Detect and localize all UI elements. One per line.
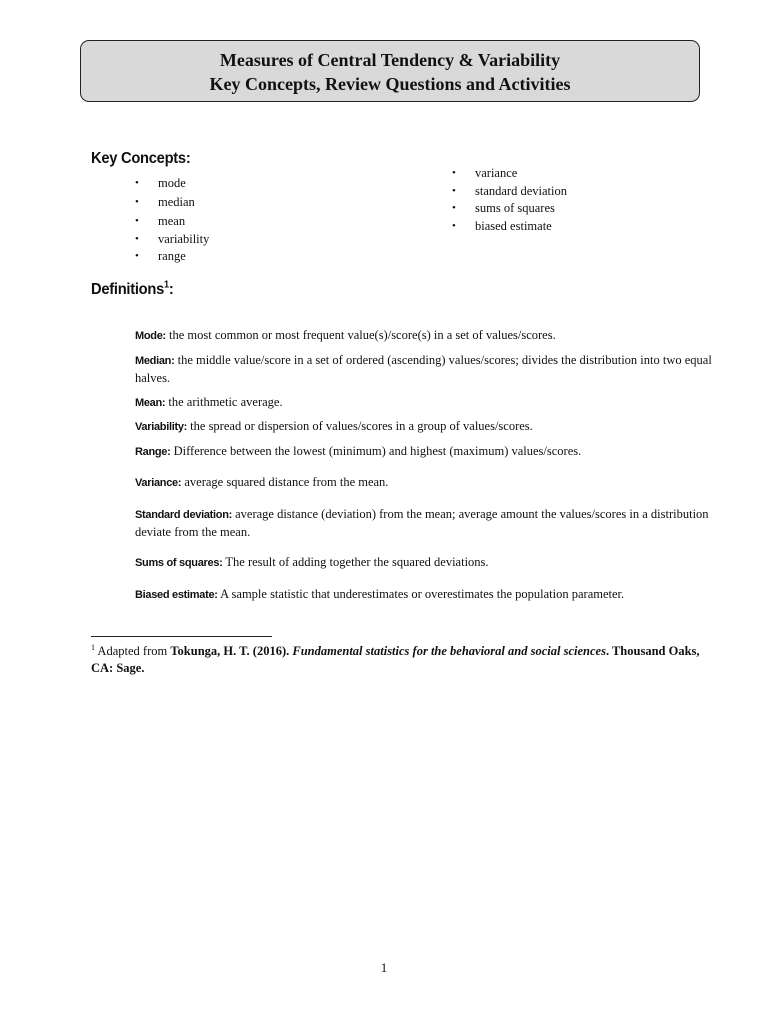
definition-sums-of-squares — [135, 554, 715, 572]
definition-variance — [135, 474, 715, 492]
definition-mean — [135, 394, 715, 412]
definition-range — [135, 443, 715, 461]
key-concepts-list-left — [134, 175, 209, 266]
definition-text: the middle value/score in a set of ordered (ascending) values/scores; divides the distribution into two equal halves. — [135, 353, 712, 385]
definition-term: Variability: — [135, 421, 188, 433]
list-item — [451, 200, 567, 218]
definition-term: Mean: — [135, 397, 166, 409]
definition-variability — [135, 418, 715, 436]
concept-label: biased estimate — [475, 218, 552, 233]
concept-label: median — [158, 195, 195, 209]
page-number: 1 — [380, 960, 388, 975]
definition-text: the arithmetic average. — [165, 395, 283, 409]
footnote-book-title: Fundamental statistics for the behavioral and social sciences — [292, 644, 606, 658]
bullet-icon: • — [452, 202, 456, 214]
concept-label: variability — [158, 231, 210, 246]
definitions-heading — [91, 281, 173, 299]
definition-term: Biased estimate: — [135, 589, 218, 601]
list-item — [134, 231, 209, 249]
definition-text: the spread or dispersion of values/scores in a group of values/scores. — [187, 419, 533, 433]
definition-text: A sample statistic that underestimates or overestimates the population parameter. — [217, 587, 625, 601]
footnote-prefix: Adapted from — [95, 644, 171, 658]
definition-term: Standard deviation: — [135, 509, 232, 521]
bullet-icon: • — [135, 215, 139, 227]
definition-term: Mode: — [135, 330, 166, 342]
bullet-icon: • — [452, 184, 456, 197]
list-item — [134, 194, 209, 212]
concept-label: mode — [158, 176, 186, 190]
footnote-author: Tokunga, H. T. (2016). — [170, 644, 293, 658]
concept-label: standard deviation — [475, 183, 567, 198]
definition-text: Difference between the lowest (minimum) and highest (maximum) values/scores. — [170, 444, 582, 458]
bullet-icon: • — [135, 232, 139, 245]
definition-text: the most common or most frequent value(s)/score(s) in a set of values/scores. — [165, 328, 556, 342]
definition-text: The result of adding together the squared deviations. — [222, 555, 489, 569]
definition-term: Range: — [135, 446, 171, 458]
bullet-icon: • — [135, 177, 139, 189]
definition-text: average distance (deviation) from the mean; average amount the values/scores in a distribution deviate from the mean. — [135, 507, 709, 539]
bullet-icon: • — [135, 250, 139, 262]
definition-biased-estimate — [135, 586, 715, 604]
bullet-icon: • — [135, 196, 139, 208]
bullet-icon: • — [452, 219, 456, 232]
list-item — [451, 165, 567, 183]
concept-label: range — [158, 249, 186, 263]
list-item — [134, 175, 209, 193]
bullet-icon: • — [452, 167, 456, 179]
footnote-ref: 1 — [164, 279, 169, 291]
definition-term: Variance: — [135, 477, 182, 489]
definition-term: Sums of squares: — [135, 557, 223, 569]
definition-term: Median: — [135, 355, 175, 367]
list-item — [451, 218, 567, 236]
definition-mode — [135, 327, 715, 345]
footnote-publisher: . Thousand Oaks, CA: Sage. — [91, 644, 700, 675]
concept-label: sums of squares — [475, 201, 555, 215]
footnote — [91, 643, 711, 677]
definitions-heading-text: Definitions — [91, 281, 165, 298]
concept-label: mean — [158, 214, 186, 228]
definition-text: average squared distance from the mean. — [181, 475, 389, 489]
footnote-divider — [91, 636, 272, 637]
title-line-2: Key Concepts, Review Questions and Activities — [209, 74, 571, 94]
key-concepts-list-right — [451, 165, 567, 235]
list-item — [134, 248, 209, 266]
title-box — [80, 40, 700, 102]
title-line-1: Measures of Central Tendency & Variability — [219, 50, 561, 70]
footnote-marker: 1 — [91, 642, 95, 652]
definition-standard-deviation — [135, 506, 715, 541]
list-item — [451, 183, 567, 201]
definitions-heading-colon: : — [168, 281, 174, 298]
list-item — [134, 213, 209, 231]
definition-median — [135, 352, 715, 387]
concept-label: variance — [475, 166, 518, 180]
key-concepts-heading: Key Concepts: — [91, 150, 191, 167]
